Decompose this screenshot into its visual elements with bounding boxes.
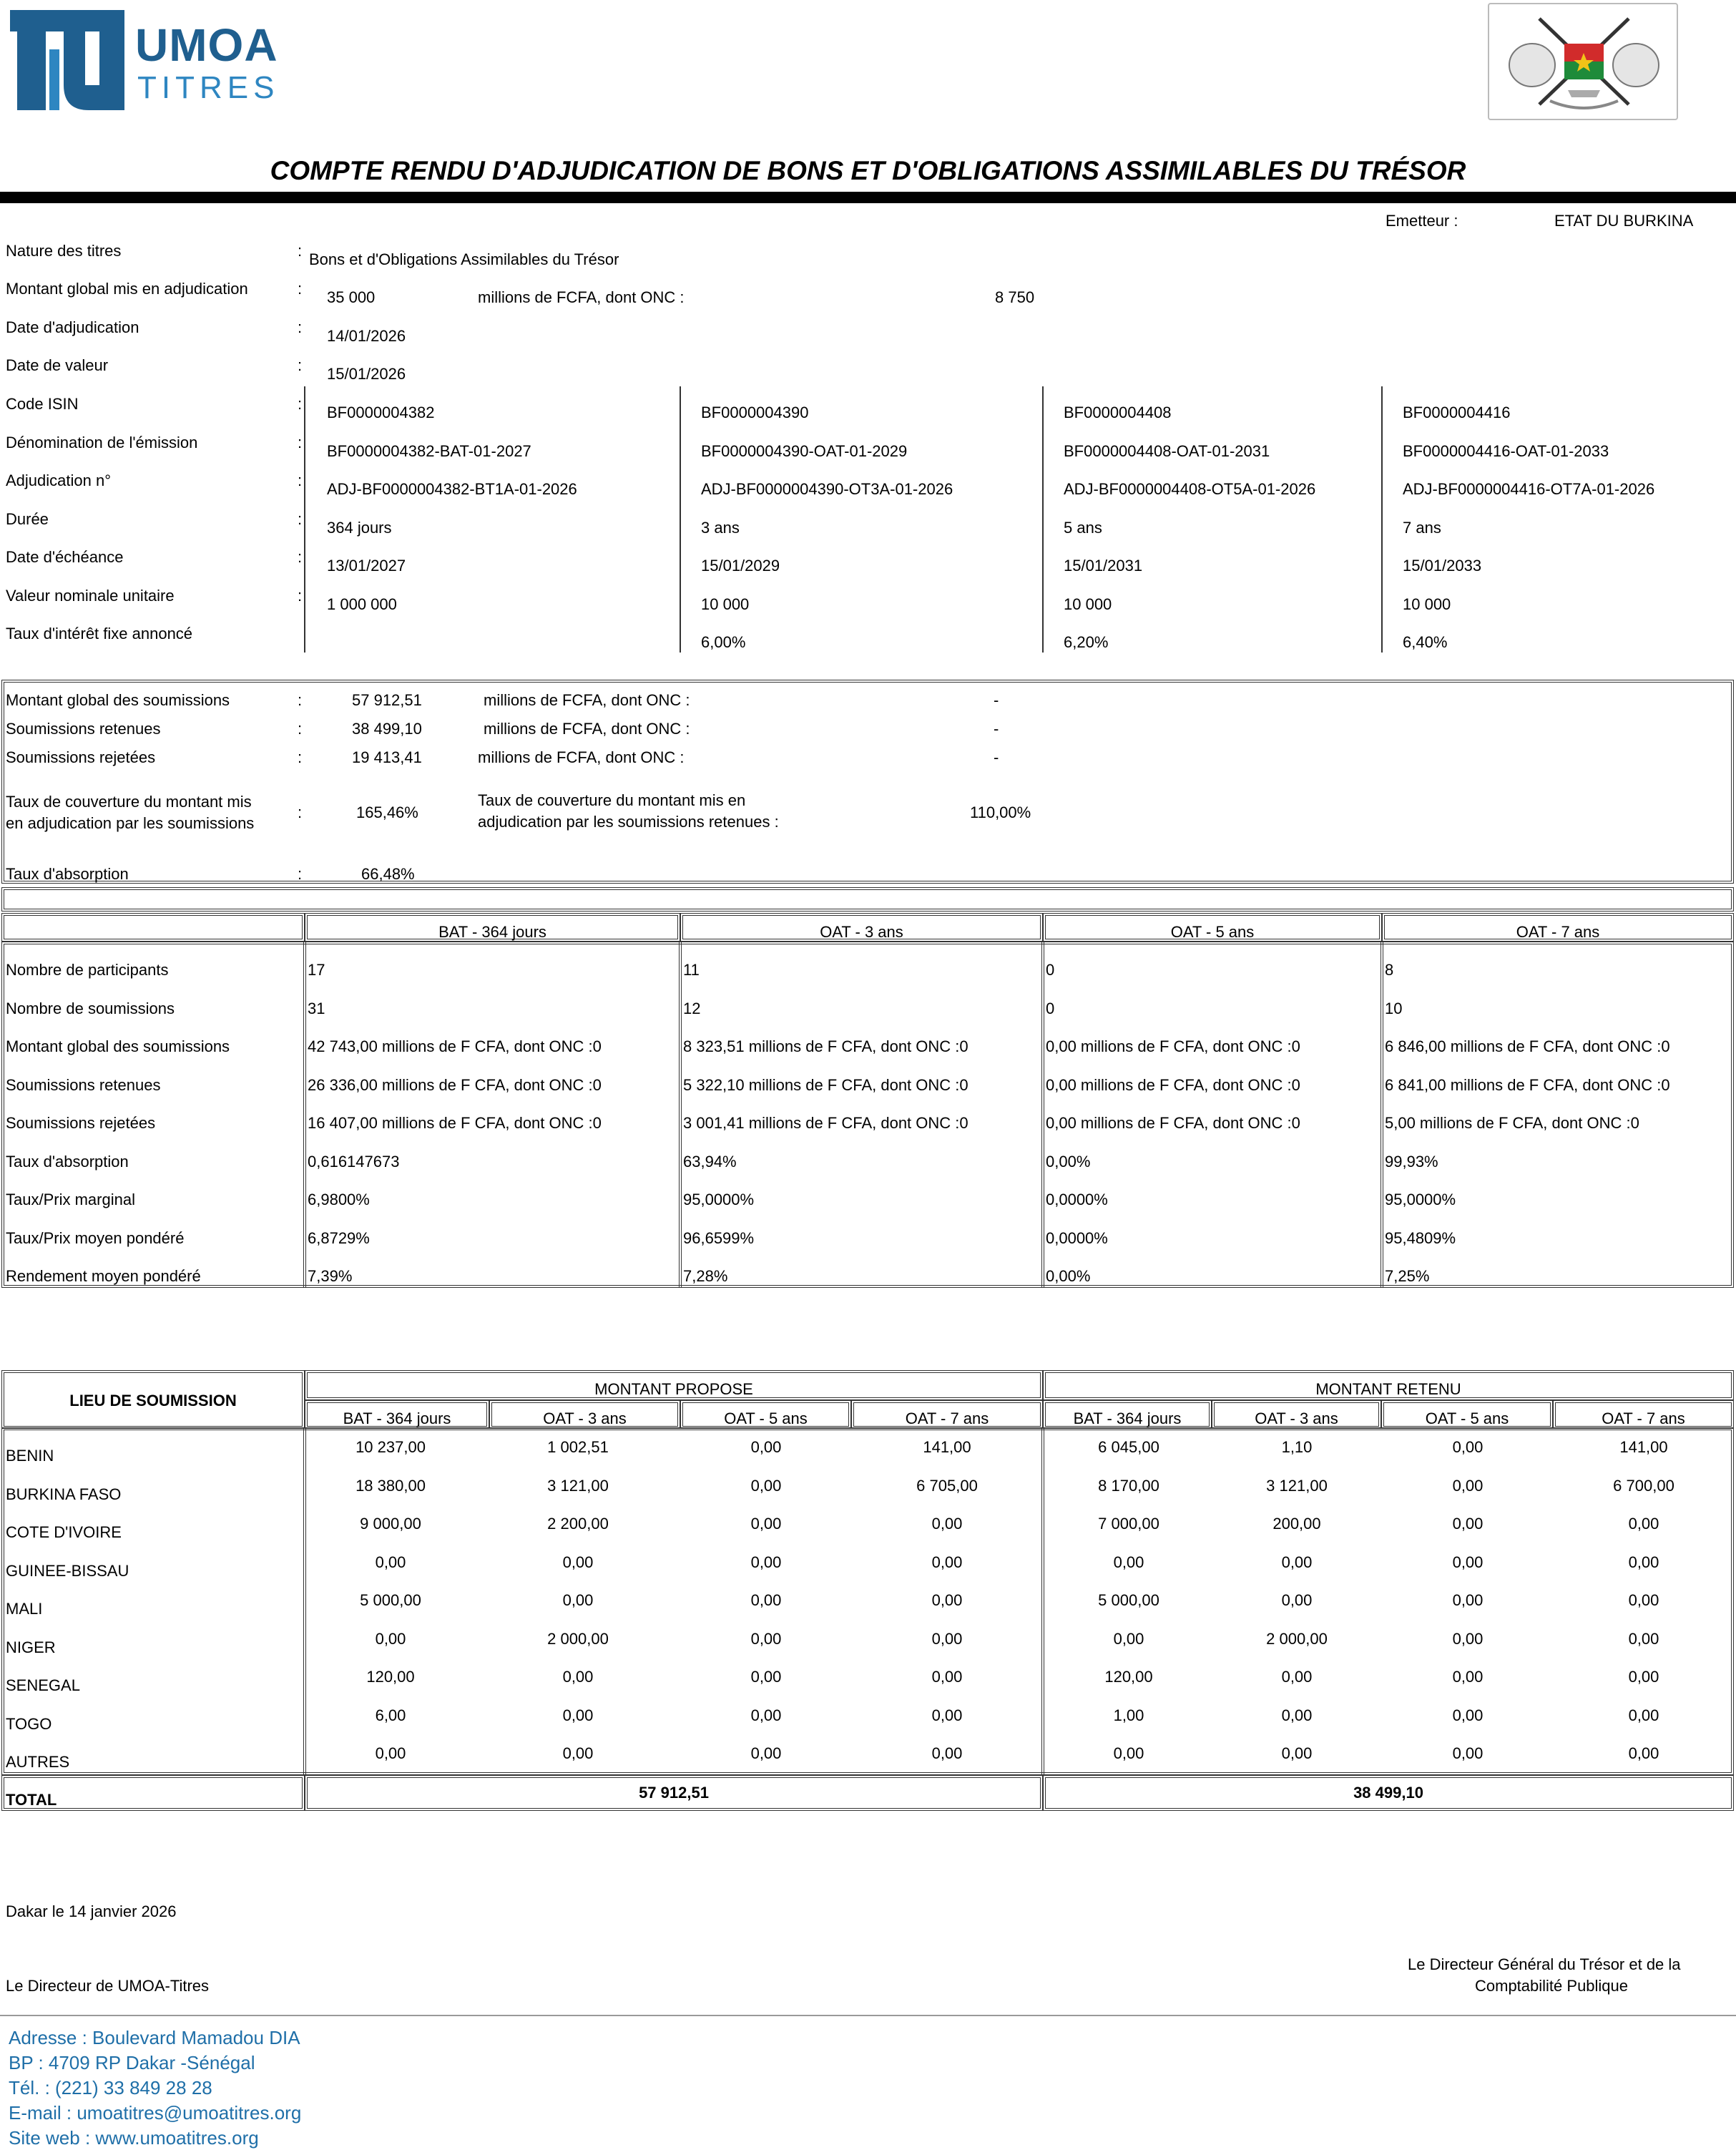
montant-value: 35 000	[327, 288, 376, 306]
lieu-cell: 0,00	[562, 1591, 594, 1609]
lieu-cell: 3 121,00	[1266, 1476, 1328, 1495]
echeance-label: Date d'échéance	[6, 548, 124, 566]
title-separator	[0, 192, 1736, 203]
results-cell: 0,00 millions de F CFA, dont ONC :0	[1046, 1037, 1300, 1055]
lieu-subheader-cell	[1212, 1400, 1381, 1429]
results-row-label: Taux d'absorption	[6, 1152, 129, 1171]
lieu-cell: 0,00	[562, 1668, 594, 1686]
issue-nominal: 1 000 000	[327, 595, 397, 613]
summary-colon: :	[298, 803, 303, 821]
nominal-colon: :	[298, 587, 303, 605]
results-header-oat5	[1043, 913, 1382, 942]
lieu-cell: 141,00	[923, 1438, 971, 1456]
lieu-cell: 1 002,51	[547, 1438, 609, 1456]
results-cell: 16 407,00 millions de F CFA, dont ONC :0	[308, 1114, 602, 1132]
lieu-cell: 0,00	[1628, 1591, 1659, 1609]
results-cell: 10	[1385, 999, 1403, 1017]
lieu-cell: 120,00	[366, 1668, 415, 1686]
lieu-cell: 0,00	[1281, 1553, 1313, 1571]
date-val-value: 15/01/2026	[327, 365, 406, 383]
lieu-cell: 0,00	[1628, 1629, 1659, 1648]
results-cell: 6,9800%	[308, 1191, 370, 1208]
results-cell: 7,39%	[308, 1267, 353, 1285]
issue-nominal: 10 000	[1403, 595, 1451, 613]
issues-separator	[1042, 386, 1044, 653]
lieu-cell: 7 000,00	[1098, 1515, 1159, 1533]
issue-duree: 364 jours	[327, 519, 392, 537]
total-proposed: 57 912,51	[639, 1784, 709, 1802]
lieu-cell: 0,00	[1452, 1591, 1484, 1609]
lieu-subheader: OAT - 3 ans	[1255, 1409, 1338, 1427]
lieu-cell: 0,00	[750, 1438, 782, 1456]
issue-adj: ADJ-BF0000004408-OT5A-01-2026	[1064, 480, 1316, 498]
denom-colon: :	[298, 434, 303, 451]
lieu-cell: 0,00	[1113, 1629, 1144, 1648]
lieu-subheader-cell	[851, 1400, 1043, 1429]
country-label: NIGER	[6, 1638, 56, 1656]
issue-isin: BF0000004382	[327, 404, 435, 421]
results-cell: 95,0000%	[1385, 1191, 1456, 1208]
lieu-cell: 0,00	[1628, 1706, 1659, 1724]
country-label: AUTRES	[6, 1753, 70, 1771]
results-cell: 0,00 millions de F CFA, dont ONC :0	[1046, 1075, 1300, 1094]
country-label: COTE D'IVOIRE	[6, 1523, 122, 1541]
issue-echeance: 13/01/2027	[327, 557, 406, 575]
isin-colon: :	[298, 395, 303, 413]
lieu-cell: 141,00	[1619, 1438, 1668, 1456]
results-cell: 6 841,00 millions de F CFA, dont ONC :0	[1385, 1075, 1670, 1094]
lieu-cell: 0,00	[1452, 1744, 1484, 1762]
nature-value: Bons et d'Obligations Assimilables du Trésor	[309, 250, 619, 268]
results-cell: 99,93%	[1385, 1152, 1438, 1171]
summary-sub-value: 57 912,51	[352, 691, 422, 709]
summary-ret-unit: millions de FCFA, dont ONC :	[484, 720, 690, 738]
logo-line1: UMOA	[135, 19, 278, 71]
country-label: TOGO	[6, 1714, 52, 1733]
results-cell: 0	[1046, 999, 1055, 1017]
lieu-cell: 0,00	[1452, 1668, 1484, 1686]
lieu-cell: 6 700,00	[1613, 1476, 1674, 1495]
results-cell: 0,00%	[1046, 1152, 1091, 1171]
summary-ret-value: 38 499,10	[352, 720, 422, 738]
results-cell: 0	[1046, 961, 1055, 979]
nature-colon: :	[298, 242, 303, 260]
lieu-cell: 2 000,00	[547, 1629, 609, 1648]
summary-rej-value: 19 413,41	[352, 748, 422, 766]
results-cell: 7,25%	[1385, 1267, 1430, 1285]
lieu-cell: 0,00	[750, 1515, 782, 1533]
results-row-label: Soumissions rejetées	[6, 1114, 156, 1132]
duree-label: Durée	[6, 510, 49, 528]
total-retained: 38 499,10	[1353, 1784, 1423, 1802]
issue-duree: 3 ans	[701, 519, 740, 537]
issue-nominal: 10 000	[701, 595, 750, 613]
results-cell: 5,00 millions de F CFA, dont ONC :0	[1385, 1114, 1639, 1132]
lieu-cell: 0,00	[931, 1744, 963, 1762]
results-row-label: Nombre de participants	[6, 961, 169, 979]
results-cell: 95,0000%	[683, 1191, 755, 1208]
issue-adj: ADJ-BF0000004416-OT7A-01-2026	[1403, 480, 1655, 498]
country-label: GUINEE-BISSAU	[6, 1561, 129, 1580]
lieu-cell: 0,00	[750, 1476, 782, 1495]
lieu-subheader-cell	[489, 1400, 680, 1429]
lieu-cell: 120,00	[1104, 1668, 1153, 1686]
results-cell: 7,28%	[683, 1267, 728, 1285]
place-date: Dakar le 14 janvier 2026	[6, 1902, 177, 1920]
lieu-cell: 0,00	[750, 1706, 782, 1724]
results-cell: 3 001,41 millions de F CFA, dont ONC :0	[683, 1114, 968, 1132]
footer-bp: BP : 4709 RP Dakar -Sénégal	[9, 2052, 255, 2073]
issue-echeance: 15/01/2033	[1403, 557, 1482, 575]
signature-right-1: Le Directeur Général du Trésor et de la	[1408, 1955, 1681, 1973]
country-label: SENEGAL	[6, 1676, 80, 1694]
signature-right-2: Comptabilité Publique	[1475, 1977, 1629, 1995]
lieu-cell: 5 000,00	[360, 1591, 421, 1609]
summary-sub-onc: -	[994, 691, 999, 709]
lieu-cell: 0,00	[1628, 1515, 1659, 1533]
lieu-cell: 0,00	[931, 1515, 963, 1533]
issue-denom: BF0000004390-OAT-01-2029	[701, 442, 908, 460]
lieu-cell: 0,00	[750, 1744, 782, 1762]
lieu-cell: 3 121,00	[547, 1476, 609, 1495]
lieu-cell: 6,00	[375, 1706, 406, 1724]
lieu-subheader: OAT - 3 ans	[543, 1409, 627, 1427]
lieu-col-divider	[303, 1427, 309, 1775]
montant-colon: :	[298, 280, 303, 298]
group-proposed-cell	[305, 1370, 1043, 1400]
summary-colon: :	[298, 748, 303, 766]
issue-duree: 5 ans	[1064, 519, 1102, 537]
issue-taux: 6,20%	[1064, 633, 1109, 651]
summary-abs-value: 66,48%	[361, 865, 415, 883]
issue-denom: BF0000004408-OAT-01-2031	[1064, 442, 1270, 460]
emetteur-label: Emetteur :	[1386, 212, 1458, 230]
lieu-cell: 0,00	[1452, 1706, 1484, 1724]
results-cell: 8 323,51 millions de F CFA, dont ONC :0	[683, 1037, 968, 1055]
issue-isin: BF0000004416	[1403, 404, 1511, 421]
summary-box	[1, 680, 1734, 884]
lieu-header-cell	[1, 1370, 305, 1429]
results-cell: 26 336,00 millions de F CFA, dont ONC :0	[308, 1075, 602, 1094]
issue-echeance: 15/01/2031	[1064, 557, 1143, 575]
issue-nominal: 10 000	[1064, 595, 1112, 613]
emetteur-value: ETAT DU BURKINA	[1554, 212, 1694, 230]
lieu-subheader-cell	[1381, 1400, 1553, 1429]
results-header-bat	[305, 913, 680, 942]
lieu-cell: 0,00	[1281, 1744, 1313, 1762]
lieu-cell: 0,00	[375, 1629, 406, 1648]
logo-line2: TITRES	[137, 70, 280, 105]
summary-cov-label-2: en adjudication par les soumissions	[6, 814, 255, 832]
results-header-label: OAT - 3 ans	[820, 923, 903, 941]
lieu-subheader-cell	[1553, 1400, 1734, 1429]
lieu-cell: 0,00	[1628, 1744, 1659, 1762]
summary-cov2-label-2: adjudication par les soumissions retenues :	[478, 813, 779, 831]
results-cell: 0,616147673	[308, 1152, 400, 1171]
results-cell: 6,8729%	[308, 1228, 370, 1247]
issue-duree: 7 ans	[1403, 519, 1441, 537]
lieu-cell: 0,00	[1452, 1553, 1484, 1571]
results-cell: 8	[1385, 961, 1394, 979]
page-title: COMPTE RENDU D'ADJUDICATION DE BONS ET D'OBLIGATIONS ASSIMILABLES DU TRÉSOR	[270, 156, 1466, 185]
issues-separator	[680, 386, 681, 653]
nature-label: Nature des titres	[6, 242, 122, 260]
results-cell: 63,94%	[683, 1152, 737, 1171]
results-row-label: Rendement moyen pondéré	[6, 1267, 201, 1285]
lieu-cell: 0,00	[931, 1591, 963, 1609]
spacer-box	[1, 887, 1734, 912]
lieu-subheader: OAT - 7 ans	[1602, 1409, 1685, 1427]
date-val-label: Date de valeur	[6, 356, 109, 374]
footer-address: Adresse : Boulevard Mamadou DIA	[9, 2027, 300, 2048]
issue-echeance: 15/01/2029	[701, 557, 780, 575]
date-adj-value: 14/01/2026	[327, 327, 406, 345]
lieu-cell: 0,00	[1281, 1591, 1313, 1609]
issues-separator	[304, 386, 305, 653]
issue-adj: ADJ-BF0000004382-BT1A-01-2026	[327, 480, 577, 498]
issue-isin: BF0000004390	[701, 404, 809, 421]
lieu-cell: 0,00	[1628, 1668, 1659, 1686]
lieu-subheader: OAT - 5 ans	[724, 1409, 808, 1427]
lieu-subheader-cell	[680, 1400, 851, 1429]
lieu-cell: 9 000,00	[360, 1515, 421, 1533]
date-adj-colon: :	[298, 318, 303, 336]
footer-website[interactable]: Site web : www.umoatitres.org	[9, 2127, 259, 2149]
lieu-cell: 0,00	[1452, 1515, 1484, 1533]
summary-sub-label: Montant global des soumissions	[6, 691, 230, 709]
footer-email[interactable]: E-mail : umoatitres@umoatitres.org	[9, 2102, 302, 2124]
results-cell: 0,00 millions de F CFA, dont ONC :0	[1046, 1114, 1300, 1132]
nominal-label: Valeur nominale unitaire	[6, 587, 175, 605]
lieu-cell: 0,00	[931, 1668, 963, 1686]
isin-label: Code ISIN	[6, 395, 79, 413]
results-cell: 5 322,10 millions de F CFA, dont ONC :0	[683, 1075, 968, 1094]
summary-colon: :	[298, 865, 303, 883]
results-row-label: Nombre de soumissions	[6, 999, 175, 1017]
results-corner	[1, 913, 305, 942]
lieu-cell: 0,00	[1452, 1476, 1484, 1495]
total-label: TOTAL	[6, 1791, 57, 1809]
lieu-cell: 0,00	[562, 1744, 594, 1762]
lieu-cell: 0,00	[750, 1629, 782, 1648]
montant-onc: 8 750	[995, 288, 1035, 306]
lieu-subheader: OAT - 5 ans	[1425, 1409, 1509, 1427]
summary-cov-label-1: Taux de couverture du montant mis	[6, 793, 252, 811]
lieu-subheader: OAT - 7 ans	[905, 1409, 989, 1427]
results-cell: 95,4809%	[1385, 1228, 1456, 1247]
issue-isin: BF0000004408	[1064, 404, 1172, 421]
results-cell: 6 846,00 millions de F CFA, dont ONC :0	[1385, 1037, 1670, 1055]
date-val-colon: :	[298, 356, 303, 374]
lieu-cell: 0,00	[931, 1706, 963, 1724]
results-cell: 31	[308, 999, 325, 1017]
echeance-colon: :	[298, 548, 303, 566]
summary-rej-onc: -	[994, 748, 999, 766]
lieu-cell: 0,00	[931, 1629, 963, 1648]
summary-colon: :	[298, 720, 303, 738]
footer-tel: Tél. : (221) 33 849 28 28	[9, 2077, 212, 2098]
issue-adj: ADJ-BF0000004390-OT3A-01-2026	[701, 480, 953, 498]
montant-unit: millions de FCFA, dont ONC :	[478, 288, 685, 306]
results-header-oat7	[1382, 913, 1734, 942]
summary-cov2-label-1: Taux de couverture du montant mis en	[478, 791, 746, 809]
results-header-label: OAT - 7 ans	[1516, 923, 1600, 941]
lieu-cell: 18 380,00	[355, 1476, 426, 1495]
issue-denom: BF0000004416-OAT-01-2033	[1403, 442, 1609, 460]
lieu-cell: 0,00	[1452, 1629, 1484, 1648]
lieu-subheader: BAT - 364 jours	[343, 1409, 451, 1427]
adj-colon: :	[298, 471, 303, 489]
summary-cov-value: 165,46%	[356, 803, 418, 821]
lieu-cell: 0,00	[562, 1706, 594, 1724]
lieu-cell: 0,00	[375, 1744, 406, 1762]
country-label: MALI	[6, 1600, 43, 1618]
lieu-cell: 0,00	[562, 1553, 594, 1571]
summary-rej-unit: millions de FCFA, dont ONC :	[478, 748, 685, 766]
lieu-cell: 0,00	[1281, 1668, 1313, 1686]
signature-left: Le Directeur de UMOA-Titres	[6, 1977, 210, 1995]
montant-label: Montant global mis en adjudication	[6, 280, 248, 298]
issues-separator	[1381, 386, 1383, 653]
results-row-label: Montant global des soumissions	[6, 1037, 230, 1055]
results-header-label: BAT - 364 jours	[438, 923, 546, 941]
issue-denom: BF0000004382-BAT-01-2027	[327, 442, 531, 460]
results-cell: 17	[308, 961, 325, 979]
lieu-col-divider	[1041, 1427, 1047, 1775]
summary-abs-label: Taux d'absorption	[6, 865, 129, 883]
lieu-cell: 0,00	[375, 1553, 406, 1571]
denom-label: Dénomination de l'émission	[6, 434, 198, 451]
lieu-cell: 6 045,00	[1098, 1438, 1159, 1456]
lieu-subheader-cell	[305, 1400, 489, 1429]
lieu-cell: 0,00	[1281, 1706, 1313, 1724]
lieu-cell: 8 170,00	[1098, 1476, 1159, 1495]
lieu-cell: 6 705,00	[916, 1476, 978, 1495]
results-cell: 0,00%	[1046, 1267, 1091, 1285]
lieu-cell: 0,00	[931, 1553, 963, 1571]
issue-taux: 6,40%	[1403, 633, 1448, 651]
lieu-cell: 0,00	[750, 1553, 782, 1571]
results-row-label: Soumissions retenues	[6, 1075, 161, 1094]
lieu-cell: 0,00	[750, 1668, 782, 1686]
summary-colon: :	[298, 691, 303, 709]
results-cell: 0,0000%	[1046, 1228, 1108, 1247]
duree-colon: :	[298, 510, 303, 528]
burkina-coat-of-arms	[1488, 3, 1678, 120]
results-cell: 0,0000%	[1046, 1191, 1108, 1208]
country-label: BURKINA FASO	[6, 1485, 122, 1503]
lieu-cell: 0,00	[1452, 1438, 1484, 1456]
results-cell: 12	[683, 999, 701, 1017]
lieu-cell: 0,00	[750, 1591, 782, 1609]
results-header-label: OAT - 5 ans	[1170, 923, 1255, 941]
lieu-cell: 2 200,00	[547, 1515, 609, 1533]
summary-cov2-value: 110,00%	[970, 803, 1031, 821]
lieu-cell: 1,10	[1281, 1438, 1313, 1456]
group-retained: MONTANT RETENU	[1315, 1380, 1461, 1398]
lieu-cell: 2 000,00	[1266, 1629, 1328, 1648]
group-retained-cell	[1043, 1370, 1734, 1400]
country-label: BENIN	[6, 1447, 54, 1465]
results-row-label: Taux/Prix marginal	[6, 1191, 135, 1208]
results-header-oat3	[680, 913, 1043, 942]
adj-label: Adjudication n°	[6, 471, 112, 489]
summary-rej-label: Soumissions rejetées	[6, 748, 156, 766]
footer-separator	[0, 2015, 1736, 2016]
results-cell: 96,6599%	[683, 1228, 755, 1247]
group-proposed: MONTANT PROPOSE	[594, 1380, 753, 1398]
lieu-cell: 10 237,00	[355, 1438, 426, 1456]
lieu-cell: 0,00	[1113, 1553, 1144, 1571]
lieu-cell: 0,00	[1628, 1553, 1659, 1571]
lieu-cell: 0,00	[1113, 1744, 1144, 1762]
date-adj-label: Date d'adjudication	[6, 318, 139, 336]
lieu-cell: 1,00	[1113, 1706, 1144, 1724]
summary-sub-unit: millions de FCFA, dont ONC :	[484, 691, 690, 709]
umoa-titres-logo	[10, 10, 296, 114]
lieu-subheader-cell	[1043, 1400, 1212, 1429]
lieu-subheader: BAT - 364 jours	[1073, 1409, 1182, 1427]
lieu-cell: 200,00	[1272, 1515, 1321, 1533]
summary-ret-label: Soumissions retenues	[6, 720, 161, 738]
lieu-cell: 5 000,00	[1098, 1591, 1159, 1609]
results-row-label: Taux/Prix moyen pondéré	[6, 1228, 185, 1247]
lieu-header: LIEU DE SOUMISSION	[69, 1392, 237, 1409]
results-cell: 42 743,00 millions de F CFA, dont ONC :0	[308, 1037, 602, 1055]
results-cell: 11	[683, 961, 700, 979]
taux-label: Taux d'intérêt fixe annoncé	[6, 625, 193, 642]
issue-taux: 6,00%	[701, 633, 746, 651]
summary-ret-onc: -	[994, 720, 999, 738]
